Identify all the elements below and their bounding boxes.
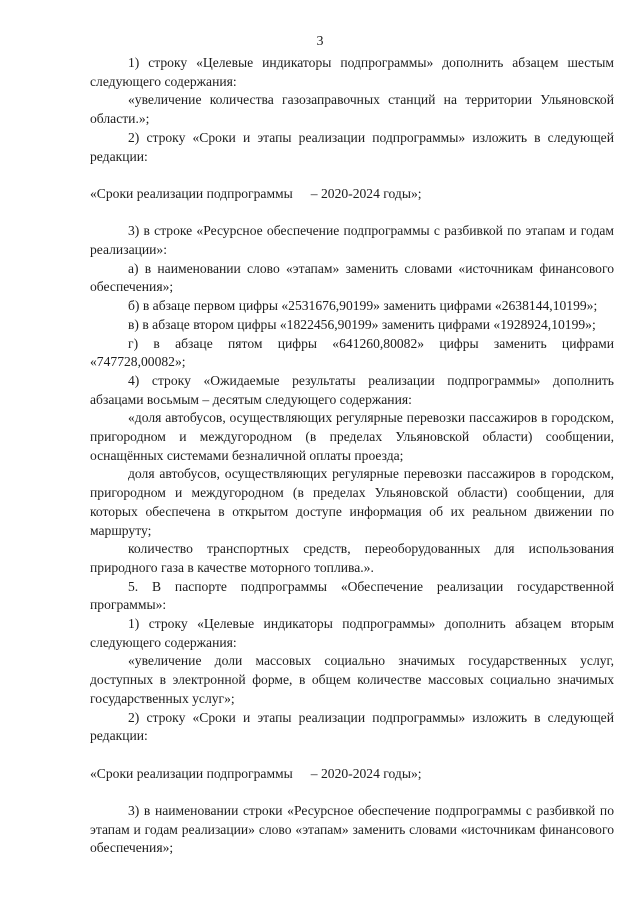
- paragraph: «доля автобусов, осуществляющих регулярные перевозки пассажиров в городском, пригородном и междугородном (в пределах Ульяновской области) сообщении, оснащённых системами безналичной оплаты проезда;: [90, 410, 614, 463]
- row-label: «Сроки реализации подпрограммы: [90, 185, 293, 201]
- spacer: [90, 204, 614, 223]
- spacer: [90, 746, 614, 765]
- paragraph: доля автобусов, осуществляющих регулярные перевозки пассажиров в городском, пригородном и междугородном (в пределах Ульяновской области) сообщении, для которых обеспечена в открытом доступе информация об их реальном движении по маршруту;: [90, 466, 614, 538]
- paragraph: 5. В паспорте подпрограммы «Обеспечение реализации государственной программы»:: [90, 578, 614, 613]
- paragraph: г) в абзаце пятом цифры «641260,80082» цифры заменить цифрами «747728,00082»;: [90, 335, 614, 370]
- paragraph: 3) в наименовании строки «Ресурсное обеспечение подпрограммы с разбивкой по этапам и годам реализации» слово «этапам» заменить словами «источникам финансового обеспечения»;: [90, 803, 614, 856]
- paragraph: 1) строку «Целевые индикаторы подпрограммы» дополнить абзацем шестым следующего содержания:: [90, 55, 614, 89]
- paragraph: «увеличение доли массовых социально значимых государственных услуг, доступных в электронной форме, в общем количестве массовых социально значимых государственных услуг»;: [90, 653, 614, 706]
- paragraph: «увеличение количества газозаправочных станций на территории Ульяновской области.»;: [90, 92, 614, 127]
- paragraph: 1) строку «Целевые индикаторы подпрограммы» дополнить абзацем вторым следующего содержания:: [90, 616, 614, 650]
- paragraph: 3) в строке «Ресурсное обеспечение подпрограммы с разбивкой по этапам и годам реализации»:: [90, 223, 614, 257]
- paragraph: б) в абзаце первом цифры «2531676,90199» заменить цифрами «2638144,10199»;: [128, 298, 598, 314]
- table-row-deadlines: [90, 185, 614, 204]
- spacer: [90, 783, 614, 802]
- spacer: [90, 166, 614, 185]
- paragraph: 2) строку «Сроки и этапы реализации подпрограммы» изложить в следующей редакции:: [90, 709, 614, 744]
- row-value: – 2020-2024 годы»;: [310, 185, 422, 201]
- paragraph: а) в наименовании слово «этапам» заменить словами «источникам финансового обеспечения»;: [90, 260, 614, 295]
- paragraph: количество транспортных средств, переоборудованных для использования природного газа в качестве моторного топлива.».: [90, 541, 614, 575]
- document-body: [90, 54, 614, 858]
- row-value: – 2020-2024 годы»;: [310, 765, 422, 781]
- row-label: «Сроки реализации подпрограммы: [90, 765, 293, 781]
- paragraph: 4) строку «Ожидаемые результаты реализации подпрограммы» дополнить абзацами восьмым – десятым следующего содержания:: [90, 372, 614, 407]
- page-number: 3: [316, 34, 324, 49]
- paragraph: в) в абзаце втором цифры «1822456,90199» заменить цифрами «1928924,10199»;: [128, 316, 596, 332]
- table-row-deadlines: [90, 765, 614, 784]
- paragraph: 2) строку «Сроки и этапы реализации подпрограммы» изложить в следующей редакции:: [90, 129, 614, 164]
